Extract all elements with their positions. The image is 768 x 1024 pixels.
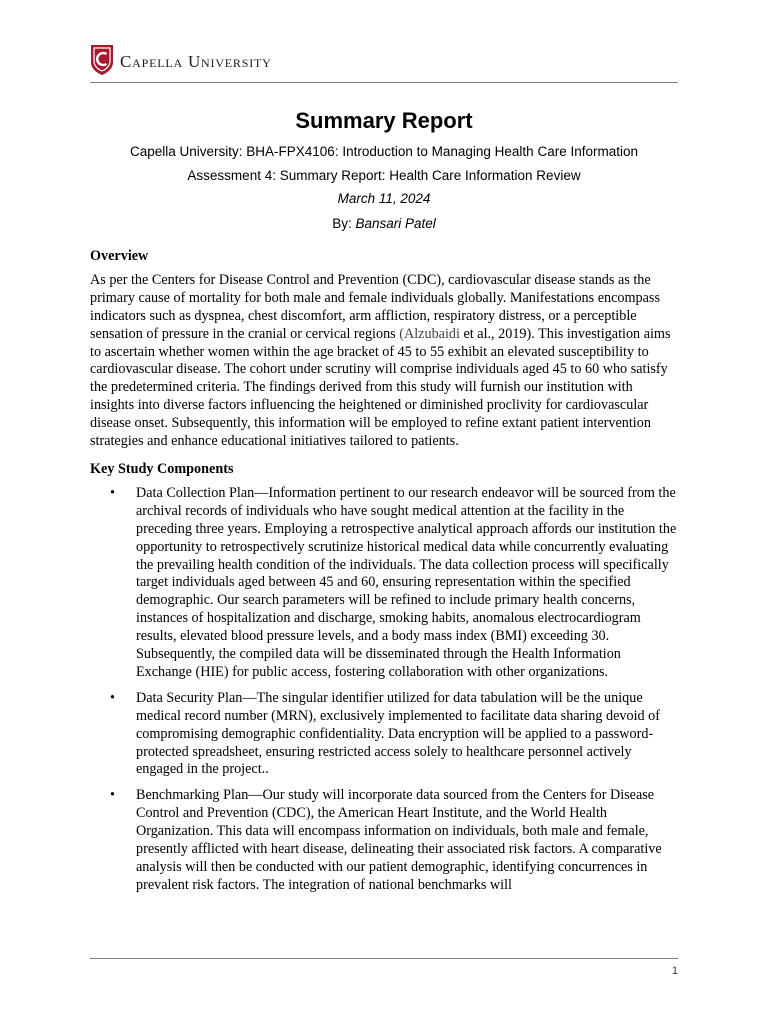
- document-body: [90, 248, 680, 903]
- bullet-icon: •: [110, 484, 115, 501]
- list-item-text: Data Security Plan—The singular identifier utilized for data tabulation will be the unique medical record number (MRN), exclusively implemented to facilitate data sharing devoid of compromising demographic confidentiality. Data encryption will be applied to a password-protected spreadsheet, ensuring restricted access solely to healthcare personnel actively engaged in the project..: [136, 689, 660, 778]
- list-item: [90, 690, 680, 780]
- page-header: [90, 44, 678, 83]
- capella-shield-icon: [90, 44, 114, 76]
- page-footer: [90, 958, 678, 977]
- page-number: 1: [671, 965, 678, 977]
- date-line: March 11, 2024: [337, 191, 431, 206]
- overview-heading: Overview: [90, 248, 149, 264]
- components-heading: Key Study Components: [90, 460, 234, 477]
- overview-text-2: et al., 2019). This investigation aims to ascertain whether women within the age bracket of 45 to 55 exhibit an elevated susceptibility to cardiovascular disease. The cohort under scrutiny will comprise individuals aged 45 to 60 who satisfy the predetermined criteria. The findings derived from this study will furnish our institution with insights into diverse factors influencing the heightened or diminished proclivity for cardiovascular disease onset. Subsequently, this information will be employed to refine extant patient intervention strategies and enhance educational initiatives tailored to patients.: [90, 325, 671, 450]
- course-line: Capella University: BHA-FPX4106: Introduction to Managing Health Care Information: [129, 144, 638, 159]
- overview-text-1: As per the Centers for Disease Control and Prevention (CDC), cardiovascular disease stands as the primary cause of mortality for both male and female individuals globally. Manifestations encompass indicators such as dyspnea, chest discomfort, arm affliction, respiratory distress, or a perceptible sensation of pressure in the cranial or cervical regions: [90, 271, 660, 342]
- bullet-icon: •: [110, 689, 115, 706]
- document-title: Summary Report: [295, 108, 473, 133]
- university-wordmark: Capella University: [120, 52, 272, 71]
- overview-paragraph: [90, 272, 680, 451]
- bullet-icon: •: [110, 787, 115, 804]
- by-label: By:: [332, 216, 352, 231]
- overview-citation: (Alzubaidi: [399, 325, 460, 342]
- list-item-text: Data Collection Plan—Information pertinent to our research endeavor will be sourced from the archival records of individuals who have sought medical attention at the facility in the preceding three years. Employing a retrospective analytical approach affords our institution the opportunity to retrospectively scrutinize historical medical data while concurrently evaluating the prevailing health condition of the individuals. The data collection process will specifically target individuals aged between 45 and 60, ensuring representation within the specified demographic. Our search parameters will be refined to include primary health concerns, instances of hospitalization and discharge, smoking habits, anomalous electrocardiogram results, elevated blood pressure levels, and a body mass index (BMI) exceeding 30. Subsequently, the compiled data will be disseminated through the Health Information Exchange (HIE) for public access, fostering collaboration with other organizations.: [136, 484, 677, 680]
- author-name: Bansari Patel: [355, 216, 436, 231]
- components-list: [90, 485, 680, 895]
- list-item-text: Benchmarking Plan—Our study will incorporate data sourced from the Centers for Disease Control and Prevention (CDC), the American Heart Institute, and the World Health Organization. This data will encompass information on individuals, both male and female, presently afflicted with heart disease, delineating their associated risk factors. A comparative analysis will then be conducted with our patient demographic, identifying concurrences in prevalent risk factors. The integration of national benchmarks will: [136, 787, 662, 893]
- assessment-line: Assessment 4: Summary Report: Health Care Information Review: [187, 168, 581, 183]
- author-line: [0, 216, 768, 231]
- list-item: [90, 485, 680, 682]
- list-item: [90, 787, 680, 894]
